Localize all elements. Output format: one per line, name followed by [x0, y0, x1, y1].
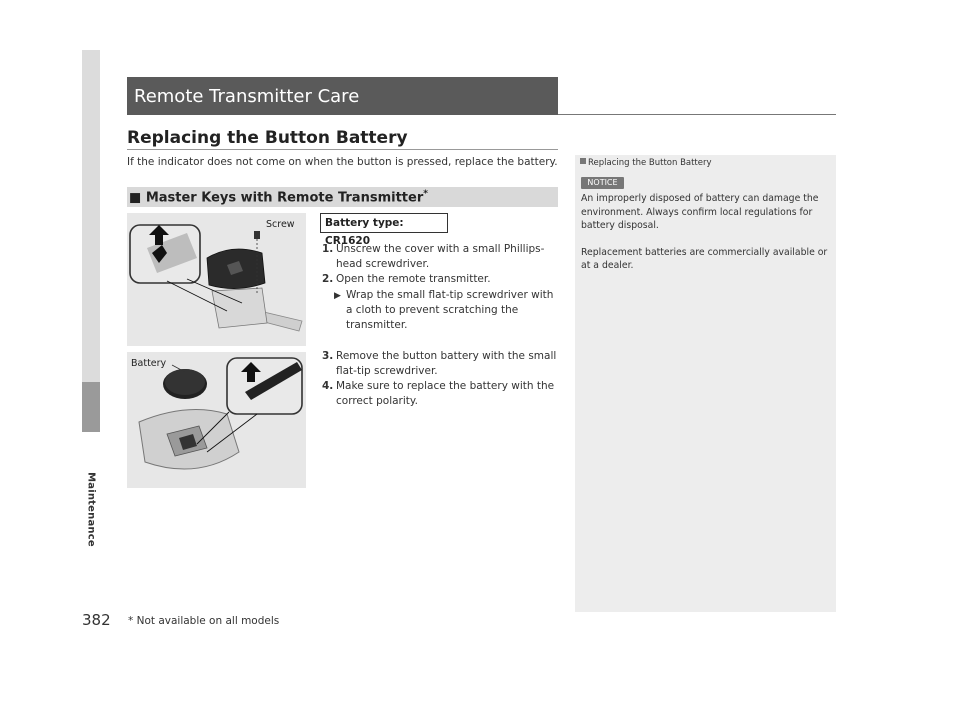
step-number: 4.: [322, 380, 334, 392]
step-text: Open the remote transmitter.: [336, 273, 491, 285]
section-rule: [127, 149, 558, 150]
page-number: 382: [82, 611, 111, 629]
screw-label: Screw: [266, 219, 295, 230]
step-2-substep: [322, 288, 560, 333]
chapter-rule: [558, 114, 836, 115]
steps-list: [322, 242, 560, 409]
step-number: 3.: [322, 350, 334, 362]
section-title: Replacing the Button Battery: [127, 128, 408, 148]
chapter-title: Remote Transmitter Care: [134, 86, 360, 107]
screw-removal-illustration: [127, 213, 306, 346]
step-3: [322, 349, 560, 379]
side-section-label: Maintenance: [85, 472, 97, 547]
arrow-icon: ▶: [334, 291, 341, 301]
side-tab-active-marker: [82, 382, 100, 432]
key-fob-battery-svg: [127, 352, 306, 488]
step-text: Make sure to replace the battery with the correct polarity.: [336, 380, 555, 407]
battery-removal-illustration: [127, 352, 306, 488]
subsection-header: [127, 187, 558, 207]
step-number: 2.: [322, 273, 334, 285]
substep-text: Wrap the small flat-tip screwdriver with a cloth to prevent scratching the transmitter.: [346, 289, 554, 331]
subsection-title-wrap: ■ Master Keys with Remote Transmitter*: [129, 189, 428, 206]
footnote: * Not available on all models: [128, 615, 280, 627]
sidebar-note: Replacement batteries are commercially available or at a dealer.: [581, 246, 828, 271]
key-fob-screw-svg: [127, 213, 306, 346]
sidebar-text: [581, 192, 829, 286]
step-2: [322, 272, 560, 287]
sidebar-title-text: Replacing the Button Battery: [588, 158, 712, 168]
notice-badge: NOTICE: [581, 177, 624, 189]
side-tab-background: [82, 50, 100, 382]
step-4: [322, 379, 560, 409]
battery-label: Battery: [131, 358, 167, 369]
step-text: Unscrew the cover with a small Phillips-head screwdriver.: [336, 243, 545, 270]
step-1: [322, 242, 560, 272]
battery-type-box: Battery type: CR1620: [320, 213, 448, 233]
reference-icon: [580, 158, 586, 164]
subsection-title: Master Keys with Remote Transmitter: [145, 190, 424, 206]
notice-text: An improperly disposed of battery can damage the environment. Always confirm local regulations for battery disposal.: [581, 193, 819, 231]
step-number: 1.: [322, 243, 334, 255]
side-section-tab[interactable]: [78, 468, 104, 558]
intro-text: If the indicator does not come on when the button is pressed, replace the battery.: [127, 156, 558, 168]
footnote-marker[interactable]: *: [423, 189, 428, 199]
step-text: Remove the button battery with the small flat-tip screwdriver.: [336, 350, 557, 377]
sidebar-title[interactable]: [580, 158, 712, 168]
